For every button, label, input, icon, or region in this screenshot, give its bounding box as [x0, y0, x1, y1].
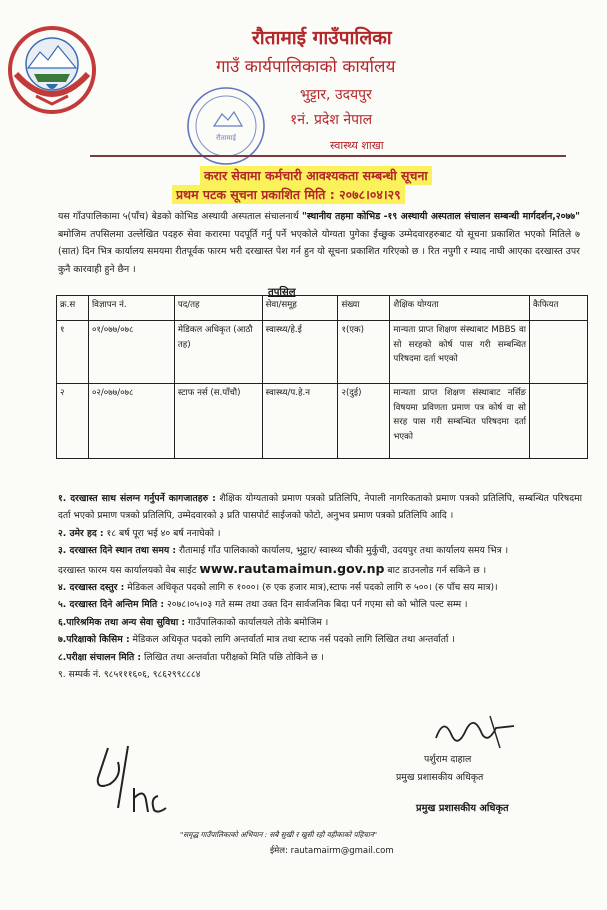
note-text: शैक्षिक योग्यताको प्रमाण पत्रको प्रतिलिपि, नेपाली नागरिकताको प्रमाण पत्रको प्रतिलिपि, सम्बन्धित परिषदमा दर्ता भएको प्रमाण पत्रको प्रतिलिपि, उम्मेदवारको ३ प्रति पासपोर्ट साईजको फोटो, अनुभव प्रमाण पत्रको प्रतिलिपि आदि ।: [58, 493, 582, 522]
cell-count: २(दुई): [338, 384, 390, 459]
note-exam-date: [58, 649, 582, 666]
website-link[interactable]: www.rautamaimun.gov.np: [199, 560, 385, 576]
note-deadline: [58, 596, 582, 613]
note-label: ७.परिक्षाको किसिम :: [58, 634, 130, 646]
note-website: [58, 560, 582, 579]
table-row: [57, 321, 588, 384]
header-municipality-name: रौतामाई गाउँपालिका: [252, 27, 392, 49]
cell-service: स्वास्थ्य/हे.ई: [262, 321, 338, 384]
table-row: [57, 384, 588, 459]
header-count: संख्या: [338, 296, 390, 321]
signatory-name: पर्शुराम दाहाल: [424, 754, 472, 765]
cell-sn: १: [57, 321, 89, 384]
signature-officer: [430, 708, 520, 756]
note-text: बाट डाउनलोड गर्न सकिने छ ।: [384, 564, 487, 576]
note-text: ९. सम्पर्क नं. ९८५१११६०६, ९८६२९९८८८४: [58, 669, 201, 681]
cell-qualification: मान्यता प्राप्त शिक्षण संस्थाबाट नर्सिङ विषयमा प्रविणता प्रमाण पत्र कोर्ष वा सो सरह पास गरी सम्बन्धित परिषदमा दर्ता भएको: [390, 384, 530, 459]
header-post: पद/तह: [174, 296, 262, 321]
note-label: ६.पारिश्रमिक तथा अन्य सेवा सुविधा :: [58, 616, 186, 628]
intro-guideline-name: "स्थानीय तहमा कोभिड -१९ अस्थायी अस्पताल संचालन सम्बन्धी मार्गदर्शन,२०७७": [301, 211, 580, 222]
cell-post: मेडिकल अधिकृत (आठौ तह): [174, 321, 262, 384]
cell-remarks: [530, 321, 588, 384]
note-remuneration: [58, 614, 582, 631]
note-label: १. दरखास्त साथ संलग्न गर्नुपर्ने कागजातहरु :: [58, 493, 216, 504]
cell-ad-no: ०२/०७७/०७८: [88, 384, 174, 459]
header-ad-no: विज्ञापन नं.: [88, 296, 174, 321]
signatory-title-bottom: प्रमुख प्रशासकीय अधिकृत: [416, 803, 509, 814]
notes-section: [58, 490, 582, 683]
cell-service: स्वास्थ्य/प.हे.न: [262, 384, 338, 459]
signatory-title: प्रमुख प्रशासकीय अधिकृत: [396, 772, 484, 783]
note-text: दरखास्त फारम यस कार्यालयको वेब साईट: [58, 564, 200, 576]
header-divider: [90, 155, 566, 157]
signature-handwritten: [88, 738, 178, 818]
intro-part2: बमोजिम तपसिलमा उल्लेखित पदहरु सेवा करारमा पदपूर्ति गर्नु पर्ने भएकोले योग्यता पुगेका ईच्छुक उम्मेदवारहरुबाट यो सूचना प्रकाशित भएको मितिले ७ (सात) दिन भित्र कार्यालय समयमा रीतपूर्वक फारम भरी दरखास्त पेश गर्न हुन यो सूचना प्रकाशित गरिएको छ । रित नपुगी र म्याद नाघी आएका दरखास्त उपर कुनै कारवाही हुने छैन ।: [58, 228, 580, 275]
cell-post: स्टाफ नर्स (स.पाँचौ): [174, 384, 262, 459]
header-sn: क्र.स: [57, 296, 89, 321]
note-fee: [58, 579, 582, 596]
note-text: मेडिकल अधिकृत पदको लागि रु १०००। (रु एक हजार मात्र),स्टाफ नर्स पदको लागि रु ५००। (रु पाँच सय मात्र)।: [124, 582, 498, 594]
table-header-row: [57, 296, 588, 321]
note-place-time: [58, 542, 582, 559]
cell-ad-no: ०१/०७७/०७८: [88, 321, 174, 384]
note-text: मेडिकल अधिकृत पदको लागि अन्तर्वार्ता मात्र तथा स्टाफ नर्स पदको लागि लिखित तथा अन्तर्वार्ता ।: [129, 634, 455, 646]
notice-title: करार सेवामा कर्मचारी आवश्यकता सम्बन्धी सूचना: [200, 166, 432, 185]
note-age-limit: [58, 525, 582, 542]
header-section: स्वास्थ्य शाखा: [330, 139, 384, 152]
note-label: २. उमेर हद :: [58, 527, 104, 539]
intro-paragraph: [58, 208, 580, 278]
note-exam-type: [58, 631, 582, 648]
note-label: ४. दरखास्त दस्तुर :: [58, 582, 125, 594]
note-documents: [58, 490, 582, 525]
note-text: गाउँपालिकाको कार्यालयले तोके बमोजिम ।: [185, 616, 329, 628]
svg-text:रौतामाई: रौतामाई: [216, 134, 236, 142]
note-text: २०७८।०५।०३ गते सम्म तथा उक्त दिन सार्वजनिक बिदा पर्न गएमा सो को भोलि पल्ट सम्म ।: [164, 599, 468, 611]
intro-part1: यस गाँउपालिकामा ५(पाँच) बेडको कोभिड अस्थायी अस्पताल संचालनार्थ: [58, 211, 299, 222]
note-contact: [58, 666, 582, 683]
notice-subtitle-date: प्रथम पटक सूचना प्रकाशित मिति : २०७८।०४।२९: [172, 185, 405, 204]
vacancy-table: [56, 295, 588, 459]
note-text: १८ बर्ष पूरा भई ४० बर्ष ननाघेको ।: [103, 527, 221, 539]
footer-email: [270, 845, 394, 856]
cell-count: १(एक): [338, 321, 390, 384]
header-office-name: गाउँ कार्यपालिकाको कार्यालय: [216, 57, 396, 77]
header-province: १नं. प्रदेश नेपाल: [290, 112, 373, 128]
header-remarks: कैफियत: [530, 296, 588, 321]
footer-slogan: "समृद्ध गाउँपालिकाको अभियान : सबै सुखी र खुसी रहौ यहीकाको पहिचान": [180, 830, 378, 839]
note-label: ३. दरखास्त दिने स्थान तथा समय :: [58, 545, 177, 557]
header-qualification: शैक्षिक योग्यता: [390, 296, 530, 321]
email-label: ईमेल:: [270, 846, 291, 856]
note-text: रौतामाई गाँउ पालिकाको कार्यालय, भुट्टार/ स्वास्थ्य चौकी मुर्कुची, उदयपुर तथा कार्यालय समय भित्र ।: [176, 545, 509, 557]
table-caption: तपसिल: [268, 287, 296, 298]
email-address[interactable]: rautamairm@gmail.com: [290, 846, 394, 856]
nepal-emblem-logo: [6, 24, 98, 116]
cell-remarks: [530, 384, 588, 459]
note-text: लिखित तथा अन्तर्वाता परीक्षको मिति पछि तोकिने छ ।: [141, 651, 324, 663]
cell-sn: २: [57, 384, 89, 459]
header-location: भुट्टार, उदयपुर: [300, 87, 372, 103]
note-label: ५. दरखास्त दिने अन्तिम मिति :: [58, 599, 165, 611]
note-label: ८.परीक्षा संचालन मिति :: [58, 651, 142, 663]
cell-qualification: मान्यता प्राप्त शिक्षण संस्थाबाट MBBS वा सो सरहको कोर्ष पास गरी सम्बन्धित परिषदमा दर्ता भएको: [390, 321, 530, 384]
header-service: सेवा/समूह: [262, 296, 338, 321]
